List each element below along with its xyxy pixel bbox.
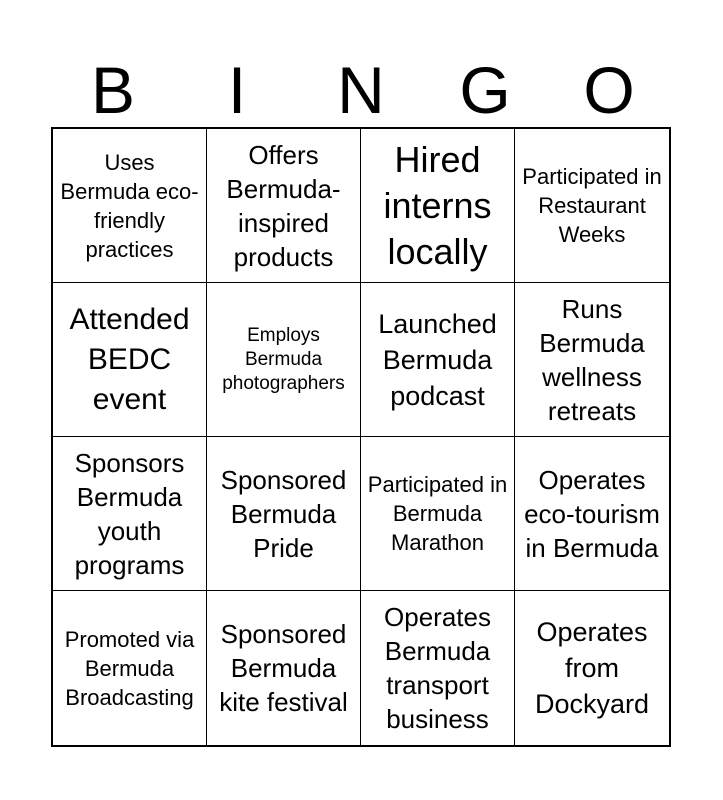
header-letter-g: G [459, 53, 511, 127]
bingo-grid [51, 127, 671, 747]
bingo-cell-text: Employs Bermuda photographers [222, 324, 345, 394]
header-letter-i: I [227, 53, 247, 127]
header-letter-n: N [337, 53, 385, 127]
bingo-cell-text: Promoted via Bermuda Broadcasting [64, 626, 195, 710]
bingo-cell[interactable] [53, 591, 207, 745]
bingo-cell[interactable] [207, 437, 361, 591]
bingo-cell[interactable] [207, 129, 361, 283]
bingo-cell[interactable] [515, 437, 669, 591]
bingo-cell-text: Attended BEDC event [69, 302, 190, 416]
bingo-header [51, 52, 671, 128]
bingo-cell[interactable] [53, 283, 207, 437]
bingo-cell[interactable] [53, 129, 207, 283]
bingo-cell[interactable] [515, 283, 669, 437]
bingo-cell-text: Hired interns locally [383, 138, 492, 272]
bingo-cell-text: Operates Bermuda transport business [384, 602, 491, 734]
bingo-cell[interactable] [361, 129, 515, 283]
bingo-cell-text: Operates from Dockyard [534, 617, 650, 719]
header-letter-o: O [583, 53, 635, 127]
bingo-cell[interactable] [361, 283, 515, 437]
bingo-cell-text: Sponsors Bermuda youth programs [74, 447, 185, 580]
bingo-cell[interactable] [361, 591, 515, 745]
bingo-cell[interactable] [207, 591, 361, 745]
bingo-cell[interactable] [515, 129, 669, 283]
bingo-cell-text: Launched Bermuda podcast [378, 308, 497, 411]
header-letter-b: B [90, 53, 136, 127]
bingo-cell-text: Participated in Bermuda Marathon [367, 472, 508, 555]
bingo-cell-text: Participated in Restaurant Weeks [522, 164, 662, 247]
bingo-cell-text: Uses Bermuda eco-friendly practices [60, 149, 199, 262]
bingo-cell-text: Runs Bermuda wellness retreats [539, 293, 645, 426]
bingo-cell-text: Offers Bermuda-inspired products [226, 139, 341, 272]
bingo-cell-text: Sponsored Bermuda Pride [220, 464, 347, 563]
bingo-cell-text: Sponsored Bermuda kite festival [219, 619, 348, 717]
bingo-cell[interactable] [515, 591, 669, 745]
bingo-cell[interactable] [361, 437, 515, 591]
bingo-cell[interactable] [53, 437, 207, 591]
bingo-cell[interactable] [207, 283, 361, 437]
bingo-cell-text: Operates eco-tourism in Bermuda [524, 464, 660, 563]
